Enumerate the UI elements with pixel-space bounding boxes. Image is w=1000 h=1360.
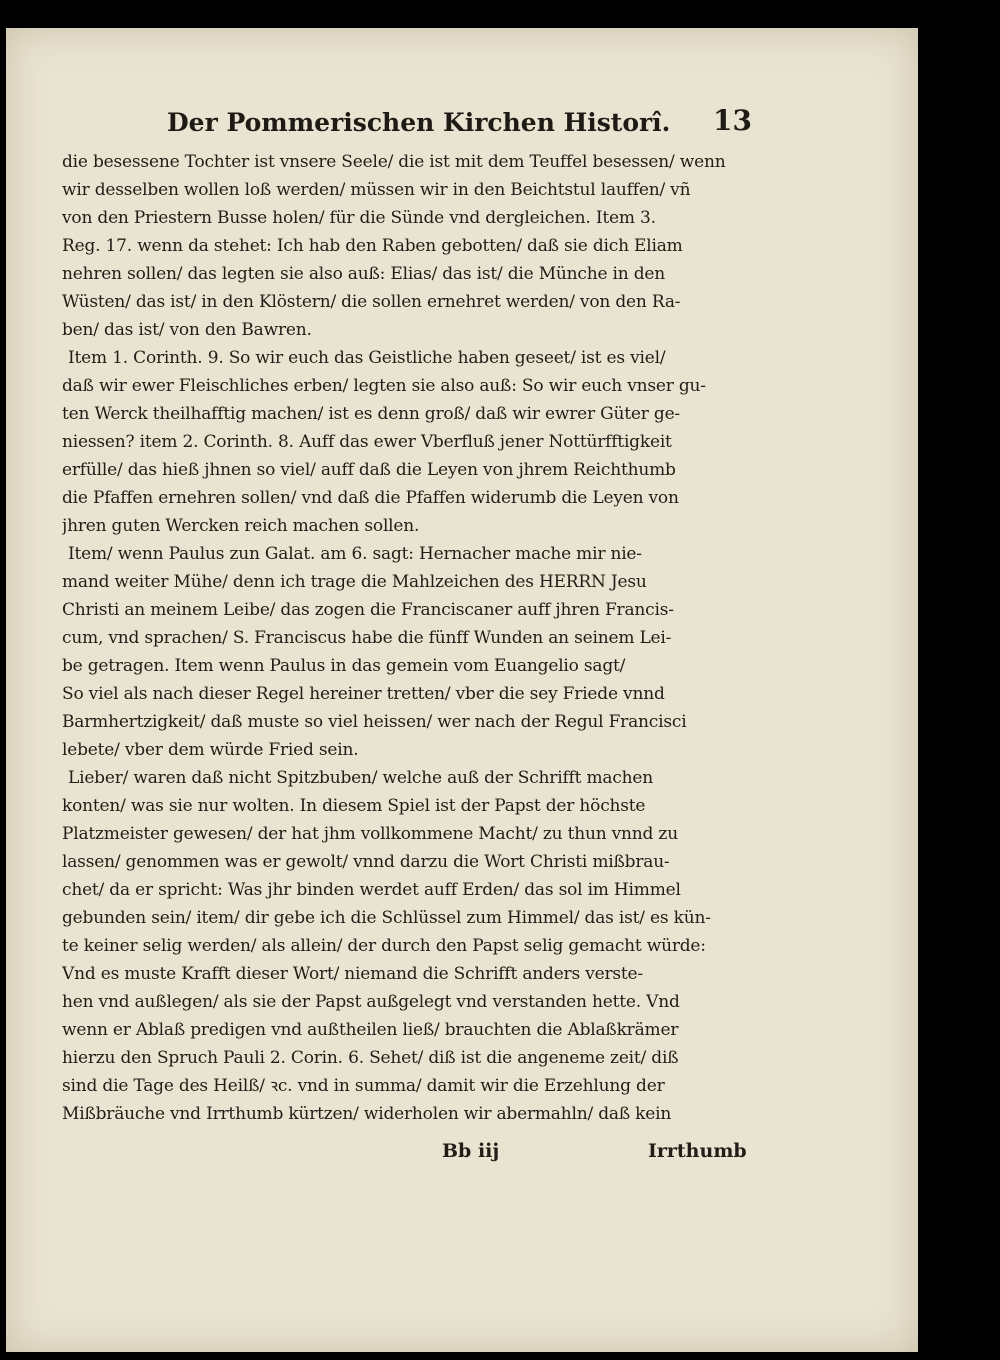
text-line: wenn er Ablaß predigen vnd außtheilen ließ/ brauchten die Ablaßkrämer	[62, 1020, 679, 1040]
text-line: So viel als nach dieser Regel hereiner tretten/ vber die sey Friede vnnd	[62, 684, 665, 704]
text-line: Wüsten/ das ist/ in den Klöstern/ die sollen ernehret werden/ von den Ra-	[62, 292, 681, 312]
text-line: Reg. 17. wenn da stehet: Ich hab den Raben gebotten/ daß sie dich Eliam	[62, 236, 683, 256]
text-line: be getragen. Item wenn Paulus in das gemein vom Euangelio sagt/	[62, 656, 626, 676]
text-line: erfülle/ das hieß jhnen so viel/ auff daß die Leyen von jhrem Reichthumb	[62, 460, 676, 480]
text-line: sind die Tage des Heilß/ ꝛc. vnd in summa/ damit wir die Erzehlung der	[62, 1076, 665, 1096]
text-line: die besessene Tochter ist vnsere Seele/ die ist mit dem Teuffel besessen/ wenn	[62, 152, 726, 172]
text-line: lassen/ genommen was er gewolt/ vnnd darzu die Wort Christi mißbrau-	[62, 852, 670, 872]
text-line: die Pfaffen ernehren sollen/ vnd daß die Pfaffen widerumb die Leyen von	[62, 488, 679, 508]
text-line: niessen? item 2. Corinth. 8. Auff das ewer Vberfluß jener Nottürfftigkeit	[62, 432, 672, 452]
text-line: wir desselben wollen loß werden/ müssen wir in den Beichtstul lauffen/ vñ	[62, 180, 691, 200]
page-footer	[62, 1140, 767, 1172]
text-line: Christi an meinem Leibe/ das zogen die Franciscaner auff jhren Francis-	[62, 600, 674, 620]
text-line: mand weiter Mühe/ denn ich trage die Mahlzeichen des HERRN Jesu	[62, 572, 647, 592]
text-line: jhren guten Wercken reich machen sollen.	[62, 516, 420, 536]
text-line: Platzmeister gewesen/ der hat jhm vollkommene Macht/ zu thun vnnd zu	[62, 824, 678, 844]
body-text	[62, 148, 767, 1148]
text-line: hierzu den Spruch Pauli 2. Corin. 6. Sehet/ diß ist die angeneme zeit/ diß	[62, 1048, 679, 1068]
text-line: Item 1. Corinth. 9. So wir euch das Geistliche haben geseet/ ist es viel/	[68, 348, 666, 368]
text-line: nehren sollen/ das legten sie also auß: Elias/ das ist/ die Münche in den	[62, 264, 666, 284]
text-line: Vnd es muste Krafft dieser Wort/ niemand die Schrifft anders verste-	[62, 964, 643, 984]
text-line: daß wir ewer Fleischliches erben/ legten sie also auß: So wir euch vnser gu-	[62, 376, 706, 396]
text-line: lebete/ vber dem würde Fried sein.	[62, 740, 359, 760]
text-line: ben/ das ist/ von den Bawren.	[62, 320, 312, 340]
page-number: 13	[713, 104, 752, 137]
catchword: Irrthumb	[648, 1140, 747, 1162]
text-line: ten Werck theilhafftig machen/ ist es denn groß/ daß wir ewrer Güter ge-	[62, 404, 680, 424]
text-line: cum, vnd sprachen/ S. Franciscus habe die fünff Wunden an seinem Lei-	[62, 628, 672, 648]
text-line: von den Priestern Busse holen/ für die Sünde vnd dergleichen. Item 3.	[62, 208, 656, 228]
text-line: Barmhertzigkeit/ daß muste so viel heissen/ wer nach der Regul Francisci	[62, 712, 687, 732]
text-line: hen vnd außlegen/ als sie der Papst außgelegt vnd verstanden hette. Vnd	[62, 992, 680, 1012]
text-line: konten/ was sie nur wolten. In diesem Spiel ist der Papst der höchste	[62, 796, 646, 816]
running-title: Der Pommerischen Kirchen Historî.	[167, 108, 671, 137]
text-line: Lieber/ waren daß nicht Spitzbuben/ welche auß der Schrifft machen	[68, 768, 654, 788]
text-line: chet/ da er spricht: Was jhr binden werdet auff Erden/ das sol im Himmel	[62, 880, 681, 900]
text-line: gebunden sein/ item/ dir gebe ich die Schlüssel zum Himmel/ das ist/ es kün-	[62, 908, 711, 928]
text-line: Item/ wenn Paulus zun Galat. am 6. sagt: Hernacher mache mir nie-	[68, 544, 642, 564]
signature-mark: Bb iij	[442, 1140, 500, 1162]
page-header	[135, 104, 775, 148]
text-line: Mißbräuche vnd Irrthumb kürtzen/ widerholen wir abermahln/ daß kein	[62, 1104, 672, 1124]
text-line: te keiner selig werden/ als allein/ der durch den Papst selig gemacht würde:	[62, 936, 706, 956]
